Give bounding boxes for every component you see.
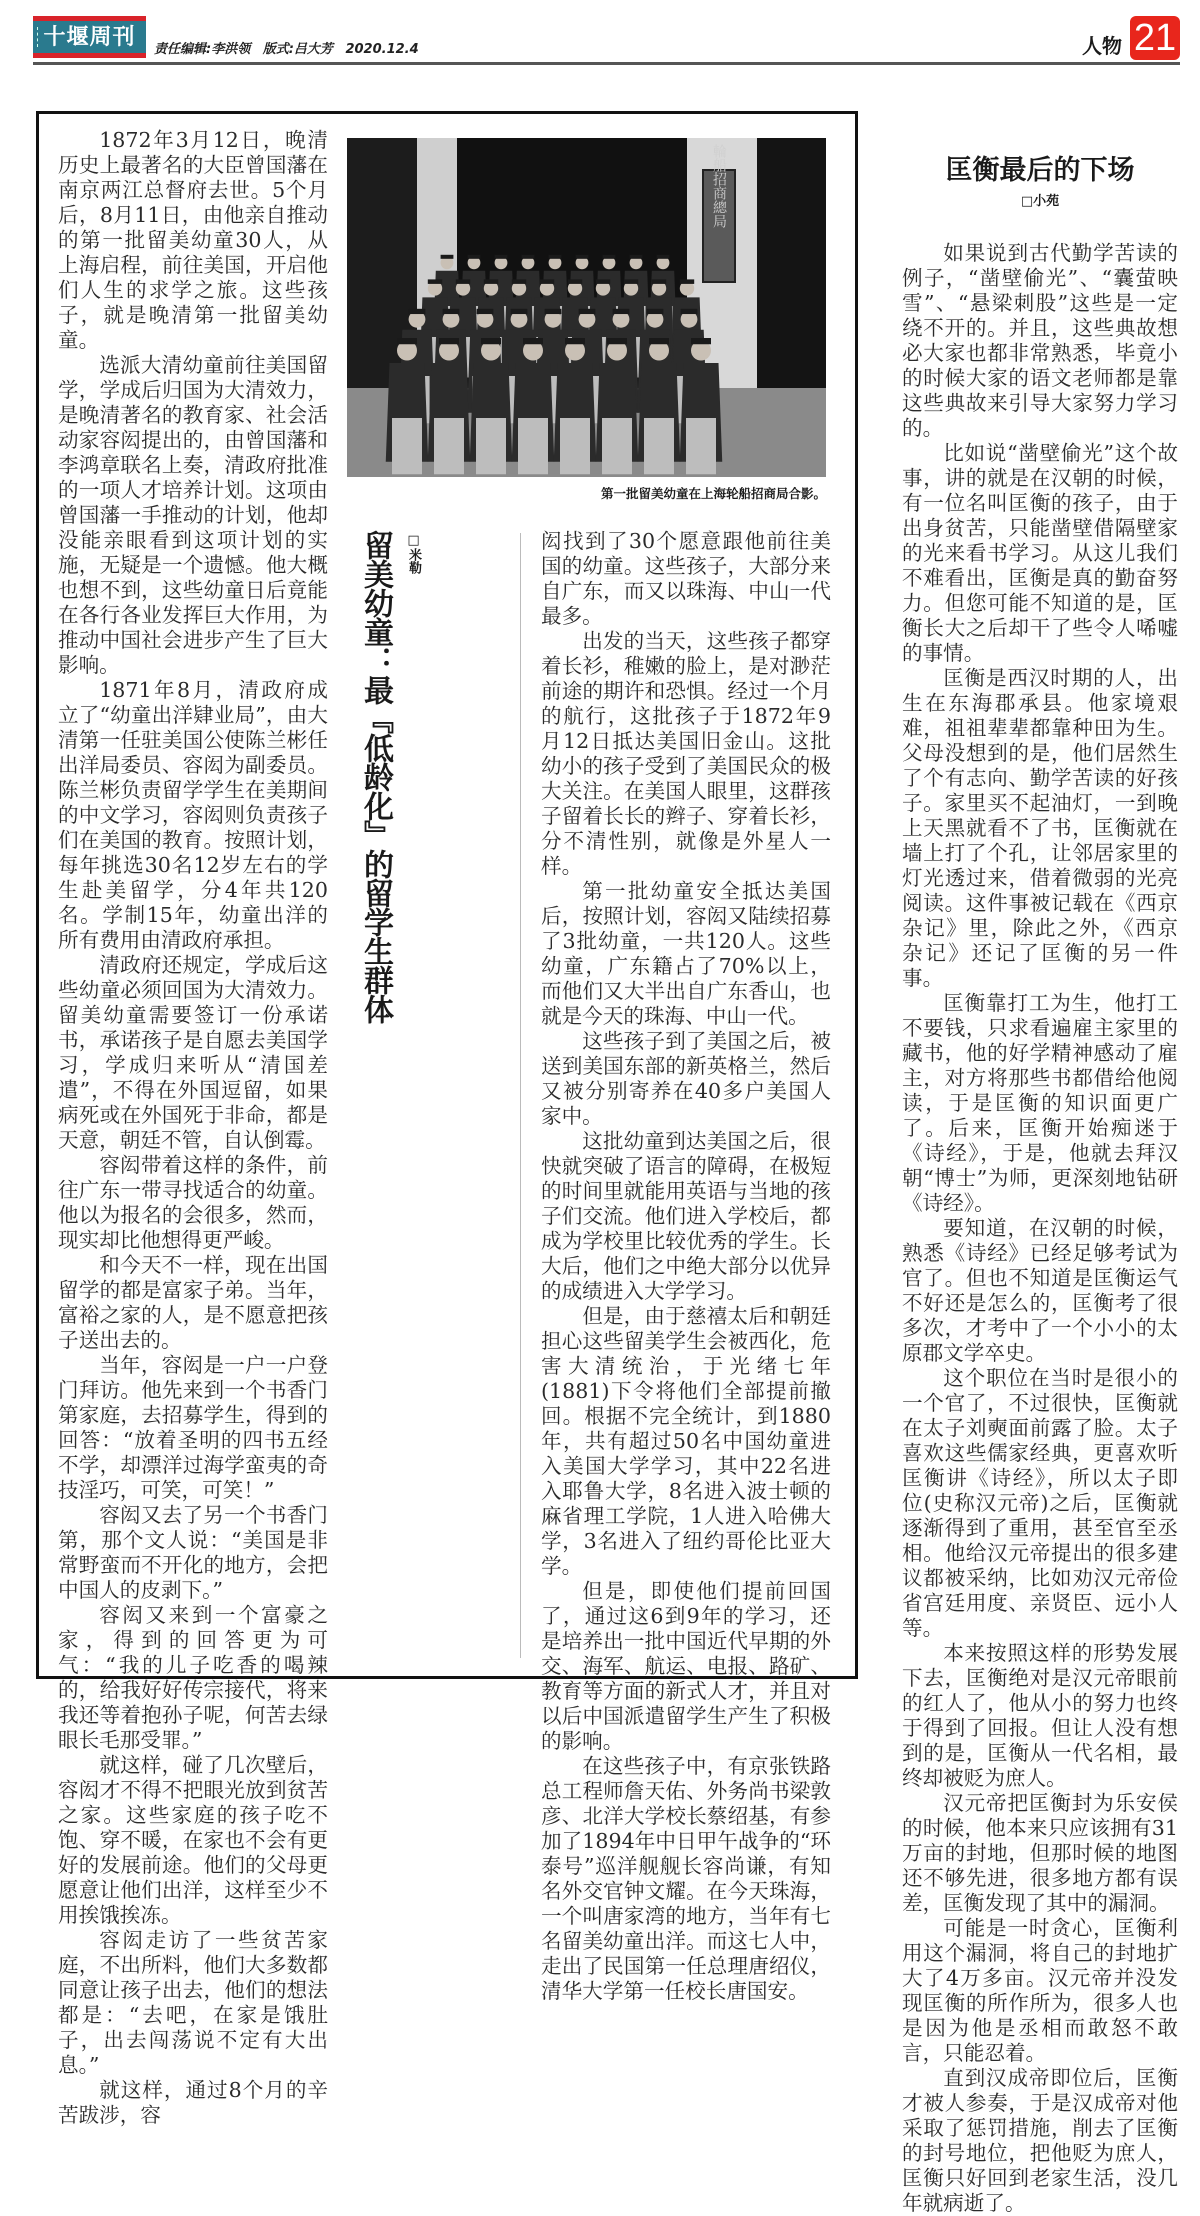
child-cap xyxy=(630,255,643,259)
paragraph: 当年，容闳是一户一户登门拜访。他先来到一个书香门第家庭，去招募学生，得到的回答：“放着圣明的四书五经不学，却漂洋过海学蛮夷的奇技淫巧，可笑，可笑！” xyxy=(58,1353,328,1502)
paragraph: 匡衡是西汉时期的人，出生在东海郡承县。他家境艰难，祖祖辈辈都靠种田为生。父母没想到的是，他们居然生了个有志向、勤学苦读的好孩子。家里买不起油灯，一到晚上天黑就看不了书，匡衡就在墙上打了个孔，让邻居家里的灯光透过来，借着微弱的光亮阅读。这件事被记载在《西京杂记》里，除此之外，《西京杂记》还记了匡衡的另一件事。 xyxy=(902,666,1178,990)
child-cap xyxy=(397,338,417,344)
paragraph: 容闳带着这样的条件，前往广东一带寻找适合的幼童。他以为报名的会很多，然而，现实却比他想得更严峻。 xyxy=(58,1153,328,1252)
child-robe xyxy=(392,418,422,474)
child-cap xyxy=(523,338,543,344)
paragraph: 汉元帝把匡衡封为乐安侯的时候，他本来只应该拥有31万亩的封地，但那时候的地图还不够先进，很多地方都有误差，匡衡发现了其中的漏洞。 xyxy=(902,1791,1178,1915)
editor-name: 责任编辑:李洪领 xyxy=(154,42,251,57)
layout-designer: 版式:吕大芳 xyxy=(262,42,333,57)
child-cap xyxy=(652,279,666,284)
photo-caption: 第一批留美幼童在上海轮船招商局合影。 xyxy=(600,486,826,501)
child-cap xyxy=(481,338,501,344)
article1-middle-column xyxy=(541,529,831,2004)
article2-author: □小苑 xyxy=(1020,194,1060,209)
child-cap xyxy=(477,309,494,314)
child-cap xyxy=(613,309,630,314)
child-cap xyxy=(680,279,694,284)
child-cap xyxy=(647,309,664,314)
child-cap xyxy=(568,279,582,284)
article1-title: 留美幼童：最『低龄化』的留学生群体 xyxy=(358,530,393,1023)
paragraph: 要知道，在汉朝的时候，熟悉《诗经》已经足够考试为官了。但也不知道是匡衡运气不好还是怎么的，匡衡考了很多次，才考中了一个小小的太原郡文学卒史。 xyxy=(902,1216,1178,1365)
paragraph: 可能是一时贪心，匡衡利用这个漏洞，将自己的封地扩大了4万多亩。汉元帝并没发现匡衡的所作所为，很多人也是因为他是丞相而敢怒不敢言，只能忍着。 xyxy=(902,1916,1178,2065)
paragraph: 和今天不一样，现在出国留学的都是富家子弟。当年，富裕之家的人，是不愿意把孩子送出去的。 xyxy=(58,1253,328,1352)
child-robe xyxy=(602,418,632,474)
child-robe xyxy=(476,418,506,474)
paragraph: 就这样，碰了几次壁后，容闳才不得不把眼光放到贫苦之家。这些家庭的孩子吃不饱、穿不暖，在家也不会有更好的发展前途。他们的父母更愿意让他们出洋，这样至少不用挨饿挨冻。 xyxy=(58,1753,328,1927)
signboard-text: 輪船招商總局 xyxy=(711,144,727,228)
paragraph: 在这些孩子中，有京张铁路总工程师詹天佑、外务尚书梁敦彦、北洋大学校长蔡绍基，有参加了1894年中日甲午战争的“环泰号”巡洋舰舰长容尚谦，有知名外交官钟文耀。在今天珠海，一个叫唐家湾的地方，当年有七名留美幼童出洋。而这七人中，走出了民国第一任总理唐绍仪，清华大学第一任校长唐国安。 xyxy=(541,1754,831,2003)
child-cap xyxy=(549,255,562,259)
paragraph: 容闳又来到一个富豪之家，得到的回答更为可气：“我的儿子吃香的喝辣的，给我好好传宗接代，将来我还等着抱孙子呢，何苦去绿眼长毛那受罪。” xyxy=(58,1603,328,1752)
article1-author: □米勒 xyxy=(406,533,421,574)
child-cap xyxy=(468,255,481,259)
paragraph: 本来按照这样的形势发展下去，匡衡绝对是汉元帝眼前的红人了，他从小的努力也终于得到了回报。但让人没有想到的是，匡衡从一代名相，最终却被贬为庶人。 xyxy=(902,1641,1178,1790)
paragraph: 就这样，通过8个月的辛苦跋涉，容 xyxy=(58,2078,328,2127)
child-cap xyxy=(657,255,670,259)
child-cap xyxy=(579,309,596,314)
paragraph: 第一批幼童安全抵达美国后，按照计划，容闳又陆续招募了3批幼童，一共120人。这些幼童，广东籍占了70%以上，而他们又大半出自广东香山，也就是今天的珠海、中山一代。 xyxy=(541,879,831,1028)
editor-credits xyxy=(154,38,427,57)
child-cap xyxy=(512,279,526,284)
paragraph: 清政府还规定，学成后这些幼童必须回国为大清效力。留美幼童需要签订一份承诺书，承诺孩子是自愿去美国学习，学成归来听从“清国差遣”，不得在外国逗留，如果病死或在外国死于非命，都是天意，朝廷不管，自认倒霉。 xyxy=(58,953,328,1152)
child-cap xyxy=(691,338,711,344)
child-cap xyxy=(511,309,528,314)
child-robe xyxy=(560,418,590,474)
paragraph: 1872年3月12日，晚清历史上最著名的大臣曾国藩在南京两江总督府去世。5个月后，8月11日，由他亲自推动的第一批留美幼童30人，从上海启程，前往美国，开启他们人生的求学之旅。这些孩子，就是晚清第一批留美幼童。 xyxy=(58,128,328,352)
child-cap xyxy=(484,279,498,284)
child-cap xyxy=(576,255,589,259)
child-cap xyxy=(441,255,454,259)
article2-column xyxy=(902,241,1178,2216)
child-cap xyxy=(522,255,535,259)
page-number: 21 xyxy=(1130,16,1180,60)
child-cap xyxy=(681,309,698,314)
child-cap xyxy=(649,338,669,344)
paragraph: 容闳又去了另一个书香门第，那个文人说：“美国是非常野蛮而不开化的地方，会把中国人的皮剥下。” xyxy=(58,1503,328,1602)
article2-title: 匡衡最后的下场 xyxy=(945,155,1135,186)
child-cap xyxy=(456,279,470,284)
paragraph: 这批幼童到达美国之后，很快就突破了语言的障碍，在极短的时间里就能用英语与当地的孩子们交流。他们进入学校后，都成为学校里比较优秀的学生。长大后，他们之中绝大部分以优异的成绩进入大学学习。 xyxy=(541,1129,831,1303)
child-cap xyxy=(596,279,610,284)
child-cap xyxy=(409,309,426,314)
paragraph: 直到汉成帝即位后，匡衡才被人参奏，于是汉成帝对他采取了惩罚措施，削去了匡衡的封号地位，把他贬为庶人，匡衡只好回到老家生活，没几年就病逝了。 xyxy=(902,2066,1178,2215)
paragraph: 选派大清幼童前往美国留学，学成后归国为大清效力，是晚清著名的教育家、社会活动家容闳提出的，由曾国藩和李鸿章联名上奏，清政府批准的一项人才培养计划。这项由曾国藩一手推动的计划，他却没能亲眼看到这项计划的实施，无疑是一个遗憾。他大概也想不到，这些幼童日后竟能在各行各业发挥巨大作用，为推动中国社会进步产生了巨大影响。 xyxy=(58,353,328,677)
child-cap xyxy=(439,338,459,344)
header-rule xyxy=(33,62,1180,65)
child-cap xyxy=(495,255,508,259)
child-cap xyxy=(545,309,562,314)
paragraph: 出发的当天，这些孩子都穿着长衫，稚嫩的脸上，是对渺茫前途的期许和恐惧。经过一个月的航行，这批孩子于1872年9月12日抵达美国旧金山。这批幼小的孩子受到了美国民众的极大关注。在美国人眼里，这群孩子留着长长的辫子、穿着长衫，分不清性别，就像是外星人一样。 xyxy=(541,629,831,878)
paragraph: 匡衡靠打工为生，他打工不要钱，只求看遍雇主家里的藏书，他的好学精神感动了雇主，对方将那些书都借给他阅读，于是匡衡的知识面更广了。后来，匡衡开始痴迷于《诗经》，于是，他就去拜汉朝“博士”为师，更深刻地钻研《诗经》。 xyxy=(902,991,1178,1215)
child-cap xyxy=(624,279,638,284)
photo-image xyxy=(347,138,826,477)
masthead-logo: 十堰周刊 xyxy=(33,16,146,58)
paragraph: 容闳走访了一些贫苦家庭，不出所料，他们大多数都同意让孩子出去，他们的想法都是：“去吧，在家是饿肚子，出去闯荡说不定有大出息。” xyxy=(58,1928,328,2077)
column-divider xyxy=(520,533,521,1658)
paragraph: 这些孩子到了美国之后，被送到美国东部的新英格兰，然后又被分别寄养在40多户美国人家中。 xyxy=(541,1029,831,1128)
paragraph: 闳找到了30个愿意跟他前往美国的幼童。这些孩子，大部分来自广东，而又以珠海、中山一代最多。 xyxy=(541,529,831,628)
child-cap xyxy=(428,279,442,284)
child-cap xyxy=(443,309,460,314)
child-cap xyxy=(565,338,585,344)
child-cap xyxy=(603,255,616,259)
child-cap xyxy=(540,279,554,284)
child-robe xyxy=(644,418,674,474)
article1-left-column xyxy=(58,128,328,2128)
paragraph: 这个职位在当时是很小的一个官了，不过很快，匡衡就在太子刘奭面前露了脸。太子喜欢这些儒家经典，更喜欢听匡衡讲《诗经》，所以太子即位(史称汉元帝)之后，匡衡就逐渐得到了重用，甚至官至丞相。他给汉元帝提出的很多建议都被采纳，比如劝汉元帝俭省宫廷用度、亲贤臣、远小人等。 xyxy=(902,1366,1178,1640)
child-robe xyxy=(686,418,716,474)
paragraph: 比如说“凿壁偷光”这个故事，讲的就是在汉朝的时候，有一位名叫匡衡的孩子，由于出身贫苦，只能凿壁借隔壁家的光来看书学习。从这儿我们不难看出，匡衡是真的勤奋努力。但您可能不知道的是，匡衡长大之后却干了些令人唏嘘的事情。 xyxy=(902,441,1178,665)
paragraph: 如果说到古代勤学苦读的例子，“凿壁偷光”、“囊萤映雪”、“悬梁刺股”这些是一定绕不开的。并且，这些典故想必大家也都非常熟悉，毕竟小的时候大家的语文老师都是靠这些典故来引导大家努力学习的。 xyxy=(902,241,1178,440)
child-robe xyxy=(518,418,548,474)
section-label: 人物 xyxy=(1082,34,1122,58)
child-cap xyxy=(607,338,627,344)
paragraph: 但是，即使他们提前回国了，通过这6到9年的学习，还是培养出一批中国近代早期的外交、海军、航运、电报、路矿、教育等方面的新式人才，并且对以后中国派遣留学生产生了积极的影响。 xyxy=(541,1579,831,1753)
paragraph: 但是，由于慈禧太后和朝廷担心这些留美学生会被西化，危害大清统治，于光绪七年(1881)下令将他们全部提前撤回。根据不完全统计，到1880年，共有超过50名中国幼童进入美国大学学习，其中22名进入耶鲁大学，8名进入波士顿的麻省理工学院，1人进入哈佛大学，3名进入了纽约哥伦比亚大学。 xyxy=(541,1304,831,1578)
paragraph: 1871年8月，清政府成立了“幼童出洋肄业局”，由大清第一任驻美国公使陈兰彬任出洋局委员、容闳为副委员。陈兰彬负责留学学生在美期间的中文学习，容闳则负责孩子们在美国的教育。按照计划，每年挑选30名12岁左右的学生赴美留学，分4年共120名。学制15年，幼童出洋的所有费用由清政府承担。 xyxy=(58,678,328,952)
child-robe xyxy=(434,418,464,474)
issue-date: 2020.12.4 xyxy=(345,42,419,57)
group-photo xyxy=(347,138,826,477)
